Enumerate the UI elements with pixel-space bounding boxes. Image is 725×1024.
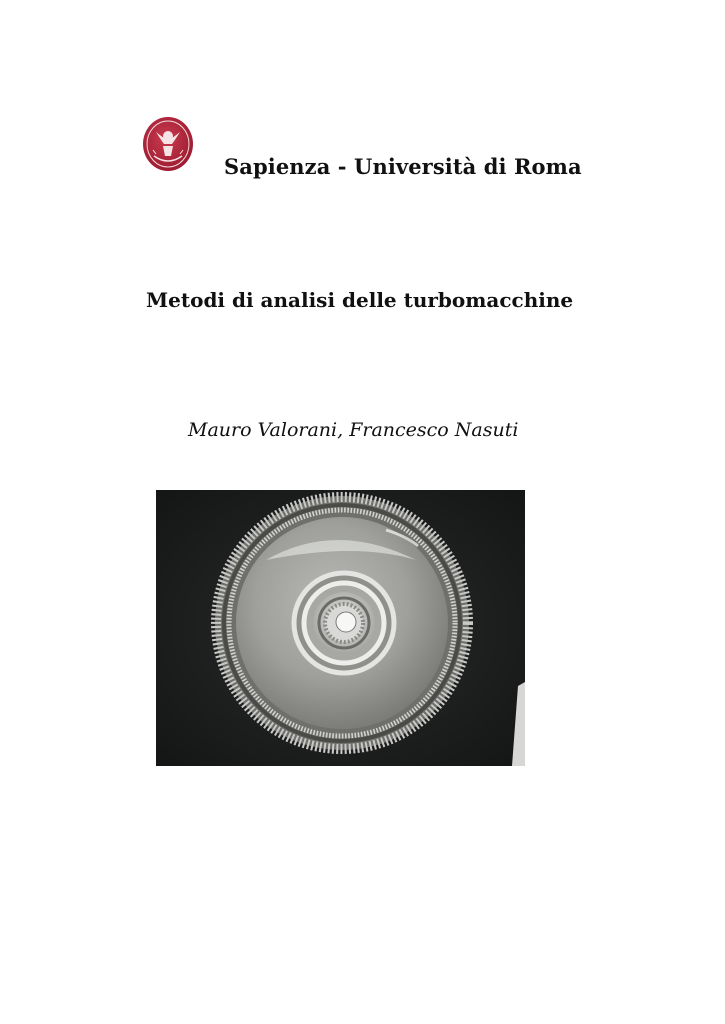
document-title: Metodi di analisi delle turbomacchine xyxy=(146,288,574,312)
turbomachine-disk-photo-icon xyxy=(156,490,525,766)
sapienza-seal-graphic xyxy=(142,116,194,172)
document-authors: Mauro Valorani, Francesco Nasuti xyxy=(188,419,519,441)
disk-photo-graphic xyxy=(156,490,525,766)
sapienza-seal-icon xyxy=(142,116,194,172)
university-name: Sapienza - Università di Roma xyxy=(224,154,582,179)
